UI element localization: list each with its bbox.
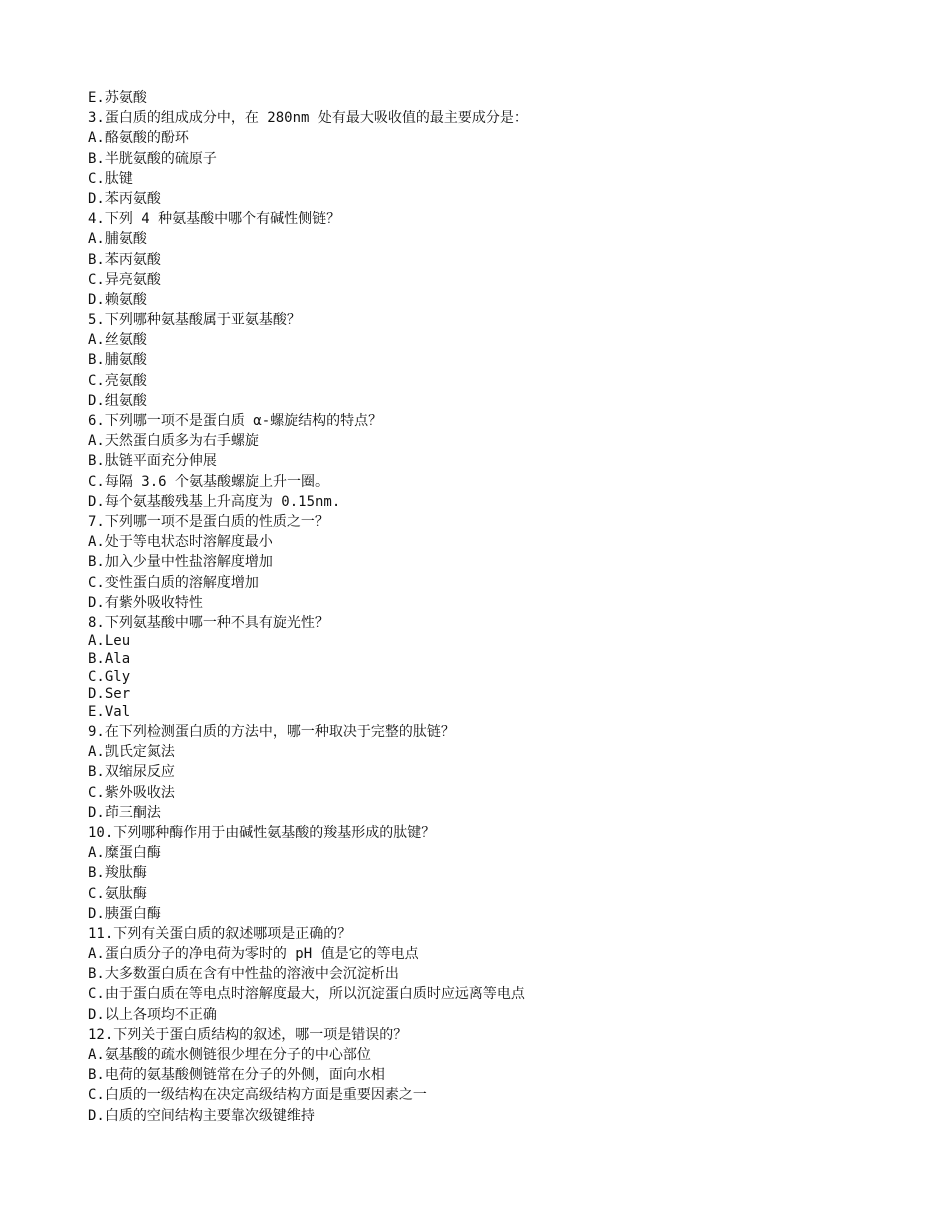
option-line: D.有紫外吸收特性 bbox=[88, 594, 203, 611]
option-line: B.Ala bbox=[88, 650, 131, 667]
option-line: D.白质的空间结构主要靠次级键维持 bbox=[88, 1107, 315, 1124]
option-line: D.Ser bbox=[88, 686, 131, 703]
option-line: C.异亮氨酸 bbox=[88, 271, 161, 288]
option-line: A.处于等电状态时溶解度最小 bbox=[88, 534, 273, 551]
question-line: 5.下列哪种氨基酸属于亚氨基酸？ bbox=[88, 312, 301, 329]
option-line: B.苯丙氨酸 bbox=[88, 251, 161, 268]
option-line: D.每个氨基酸残基上升高度为 0.15nm. bbox=[88, 493, 341, 510]
option-line: B.电荷的氨基酸侧链常在分子的外侧，面向水相 bbox=[88, 1067, 385, 1084]
option-line: E.苏氨酸 bbox=[88, 90, 147, 106]
option-line: B.脯氨酸 bbox=[88, 352, 147, 369]
option-line: A.天然蛋白质多为右手螺旋 bbox=[88, 433, 259, 450]
option-line: C.每隔 3.6 个氨基酸螺旋上升一圈。 bbox=[88, 473, 330, 490]
question-line: 9.在下列检测蛋白质的方法中，哪一种取决于完整的肽链？ bbox=[88, 724, 455, 741]
option-line: B.加入少量中性盐溶解度增加 bbox=[88, 554, 273, 571]
option-line: A.蛋白质分子的净电荷为零时的 pH 值是它的等电点 bbox=[88, 946, 419, 963]
option-line: A.脯氨酸 bbox=[88, 231, 147, 248]
question-line: 12.下列关于蛋白质结构的叙述，哪一项是错误的？ bbox=[88, 1026, 408, 1043]
option-line: C.氨肽酶 bbox=[88, 885, 147, 902]
option-line: A.凯氏定氮法 bbox=[88, 744, 175, 761]
option-line: B.羧肽酶 bbox=[88, 865, 147, 882]
option-line: D.胰蛋白酶 bbox=[88, 905, 161, 922]
option-line: D.赖氨酸 bbox=[88, 291, 147, 308]
question-line: 4.下列 4 种氨基酸中哪个有碱性侧链？ bbox=[88, 211, 341, 228]
option-line: B.大多数蛋白质在含有中性盐的溶液中会沉淀析出 bbox=[88, 966, 399, 983]
option-line: B.半胱氨酸的硫原子 bbox=[88, 150, 217, 167]
option-line: D.茚三酮法 bbox=[88, 804, 161, 821]
option-line: B.双缩尿反应 bbox=[88, 764, 175, 781]
option-line: B.肽链平面充分伸展 bbox=[88, 453, 217, 470]
option-line: D.以上各项均不正确 bbox=[88, 1006, 217, 1023]
option-line: A.糜蛋白酶 bbox=[88, 845, 161, 862]
question-list bbox=[88, 88, 888, 1126]
question-line: 11.下列有关蛋白质的叙述哪项是正确的？ bbox=[88, 925, 352, 942]
question-line: 3.蛋白质的组成成分中，在 280nm 处有最大吸收值的最主要成分是： bbox=[88, 110, 528, 127]
option-line: C.紫外吸收法 bbox=[88, 784, 175, 801]
question-line: 7.下列哪一项不是蛋白质的性质之一？ bbox=[88, 513, 329, 530]
option-line: C.变性蛋白质的溶解度增加 bbox=[88, 574, 259, 591]
option-line: A.酪氨酸的酚环 bbox=[88, 130, 189, 147]
option-line: A.丝氨酸 bbox=[88, 332, 147, 349]
option-line: A.氨基酸的疏水侧链很少埋在分子的中心部位 bbox=[88, 1047, 371, 1064]
option-line: C.亮氨酸 bbox=[88, 372, 147, 389]
option-line: A.Leu bbox=[88, 633, 131, 650]
option-line: C.由于蛋白质在等电点时溶解度最大，所以沉淀蛋白质时应远离等电点 bbox=[88, 986, 525, 1003]
question-line: 8.下列氨基酸中哪一种不具有旋光性？ bbox=[88, 614, 329, 631]
option-line: C.白质的一级结构在决定高级结构方面是重要因素之一 bbox=[88, 1087, 427, 1104]
question-line: 10.下列哪种酶作用于由碱性氨基酸的羧基形成的肽键？ bbox=[88, 824, 436, 841]
option-line: E.Val bbox=[88, 704, 131, 721]
option-line: D.苯丙氨酸 bbox=[88, 190, 161, 207]
option-line: D.组氨酸 bbox=[88, 392, 147, 409]
option-line: C.Gly bbox=[88, 668, 131, 685]
question-line: 6.下列哪一项不是蛋白质 α-螺旋结构的特点？ bbox=[88, 413, 383, 429]
option-line: C.肽键 bbox=[88, 170, 133, 187]
